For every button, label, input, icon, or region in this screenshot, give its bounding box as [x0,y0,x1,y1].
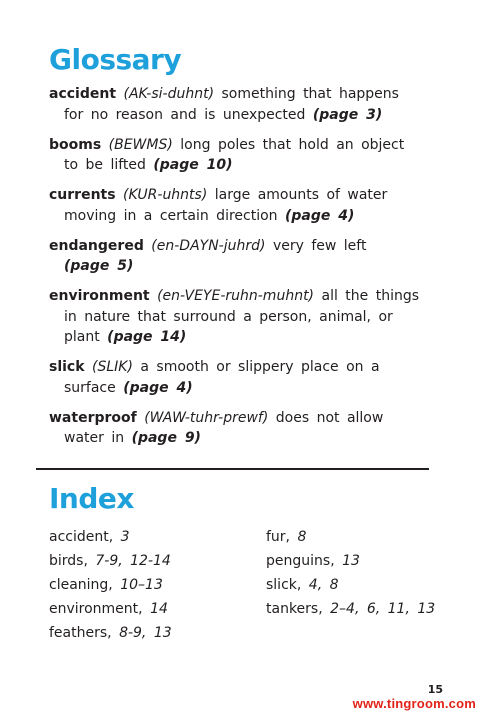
glossary-definition: very few left [272,237,367,254]
index-entry [49,597,249,621]
index-pages: 3 [120,529,130,545]
glossary-pronunciation: (en-VEYE-ruhn-muhnt) [157,288,315,304]
index-word: cleaning, [49,577,113,593]
glossary-entry-endangered [49,236,425,277]
glossary-page-ref: (page 4) [123,379,193,396]
index-word: feathers, [49,625,112,641]
glossary-definition: large amounts of water moving in a certain direction [64,187,388,224]
glossary-pronunciation: (SLIK) [92,359,133,375]
glossary-title: Glossary [49,43,182,76]
page-number: 15 [427,683,443,696]
glossary-term: booms [49,136,102,153]
index-entry [49,621,249,645]
index-pages: 8 [297,529,307,545]
index-pages: 10–13 [120,577,163,593]
index-title: Index [49,482,134,515]
glossary-entry-waterproof [49,408,425,449]
glossary-page-ref: (page 9) [131,430,201,446]
glossary-pronunciation: (WAW-tuhr-prewf) [144,409,269,426]
glossary-pronunciation: (en-DAYN-juhrd) [151,237,266,254]
glossary-entry-slick [49,357,425,398]
glossary-list [49,84,425,458]
index-column-right [266,525,466,621]
glossary-pronunciation: (BEWMS) [108,136,173,153]
index-entry [49,549,249,573]
glossary-term: accident [49,86,117,102]
glossary-term: waterproof [49,409,137,426]
index-entry [49,525,249,549]
glossary-pronunciation: (AK-si-duhnt) [123,86,215,102]
glossary-definition: long poles that hold an object to be lifted [64,136,405,173]
index-entry [266,525,466,549]
index-column-left [49,525,249,645]
glossary-entry-booms [49,135,425,176]
index-pages: 8-9, 13 [119,625,172,641]
watermark: www.tingroom.com [352,696,476,711]
index-word: penguins, [266,553,335,569]
index-entry [266,549,466,573]
glossary-pronunciation: (KUR-uhnts) [123,187,208,203]
glossary-entry-environment [49,286,425,348]
index-word: environment, [49,601,143,617]
glossary-page-ref: (page 5) [64,258,134,274]
glossary-term: slick [49,359,85,375]
glossary-term: endangered [49,237,144,254]
index-entry [266,597,466,621]
index-word: birds, [49,553,88,569]
glossary-definition: does not allow water in [64,409,384,446]
index-word: slick, [266,577,302,593]
index-word: tankers, [266,601,323,617]
glossary-page-ref: (page 10) [153,157,233,173]
section-divider [36,468,429,470]
index-entry [49,573,249,597]
glossary-term: environment [49,288,150,304]
glossary-entry-currents [49,185,425,226]
glossary-entry-accident [49,84,425,125]
glossary-term: currents [49,187,116,203]
glossary-page-ref: (page 4) [284,207,355,224]
index-entry [266,573,466,597]
index-pages: 4, 8 [308,577,339,593]
index-pages: 2–4, 6, 11, 13 [330,601,436,617]
index-word: accident, [49,529,114,545]
index-word: fur, [266,529,291,545]
glossary-page-ref: (page 14) [107,329,187,345]
index-pages: 14 [150,601,168,617]
glossary-definition: a smooth or slippery place on a surface [64,359,380,396]
index-pages: 7-9, 12-14 [95,553,171,569]
glossary-definition: all the things in nature that surround a person, animal, or plant [64,288,420,345]
glossary-page-ref: (page 3) [312,106,383,123]
glossary-definition: something that happens for no reason and is unexpected [64,86,399,123]
index-pages: 13 [342,553,360,569]
